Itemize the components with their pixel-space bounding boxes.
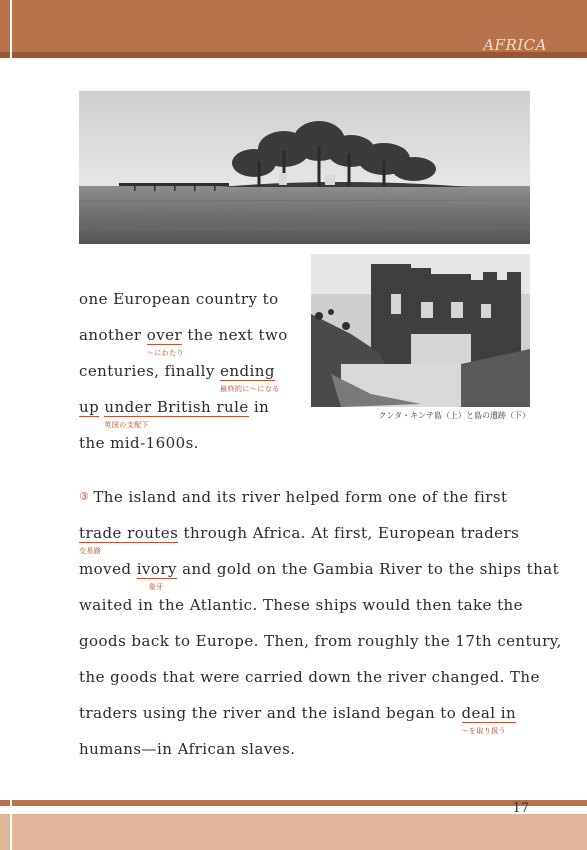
vocab-word: ivory — [136, 560, 177, 578]
ruins-photo — [311, 254, 530, 407]
vocab-trade-routes — [79, 524, 179, 555]
text: moved — [79, 560, 137, 578]
para3-line-4: waited in the Atlantic. These ships would then take the — [79, 596, 523, 614]
vocab-up: up — [79, 398, 100, 416]
para3-line-6: the goods that were carried down the river changed. The — [79, 668, 540, 686]
text: traders using the river and the island began to — [79, 704, 462, 722]
vocab-word: trade routes — [79, 524, 179, 542]
para2-line-1: one European country to — [79, 290, 279, 308]
footer-band — [0, 814, 587, 850]
footer-rule — [0, 800, 587, 806]
vocab-word: deal in — [461, 704, 517, 722]
para3-line-8: humans—in African slaves. — [79, 740, 296, 758]
para3-line-2 — [79, 524, 520, 555]
vocab-gloss: 象牙 — [148, 583, 164, 591]
vocab-word: over — [146, 326, 183, 344]
photo-caption: クンタ・キンテ島（上）と島の遺跡（下） — [378, 411, 530, 420]
para2-line-2 — [79, 326, 288, 357]
vocab-deal-in — [461, 704, 517, 735]
para3-line-1 — [79, 488, 507, 506]
text: and gold on the Gambia River to the ships that — [176, 560, 560, 578]
vocab-word: ending — [220, 362, 275, 380]
text: in — [248, 398, 270, 416]
vocab-gloss: 交易路 — [79, 547, 102, 555]
vocab-gloss: 最終的に〜になる — [220, 385, 280, 393]
para2-line-3 — [79, 362, 280, 393]
vocab-gloss: 〜にわたり — [146, 349, 184, 357]
vocab-word: under British rule — [104, 398, 249, 416]
vocab-gloss: 英国の支配下 — [104, 421, 150, 429]
section-label: AFRICA — [483, 36, 547, 54]
vocab-ivory — [136, 560, 177, 591]
para3-line-7 — [79, 704, 517, 735]
text: centuries, finally — [79, 362, 221, 380]
page-number: 17 — [512, 801, 529, 816]
para2-line-4 — [79, 398, 270, 429]
island-photo — [79, 91, 530, 244]
footer-divider — [10, 800, 12, 850]
vocab-under-british-rule — [104, 398, 249, 429]
vocab-over — [146, 326, 184, 357]
vocab-ending — [220, 362, 280, 393]
header-divider — [10, 0, 12, 58]
vocab-gloss: 〜を取り扱う — [461, 727, 507, 735]
para3-line-5: goods back to Europe. Then, from roughly the 17th century, — [79, 632, 562, 650]
text: the next two — [182, 326, 288, 344]
text: through Africa. At first, European traders — [178, 524, 520, 542]
paragraph-marker: ③ — [79, 490, 90, 503]
para3-line-3 — [79, 560, 560, 591]
para2-line-5: the mid-1600s. — [79, 434, 199, 452]
text: another — [79, 326, 147, 344]
text: The island and its river helped form one of the first — [93, 488, 508, 506]
